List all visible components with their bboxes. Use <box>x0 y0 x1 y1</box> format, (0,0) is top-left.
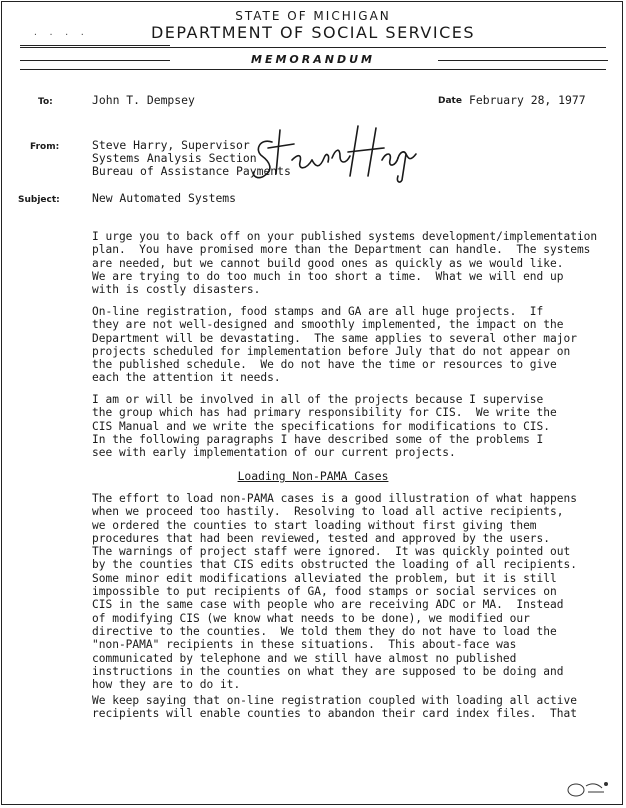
from-line: Steve Harry, Supervisor <box>92 138 250 152</box>
to-value: John T. Dempsey <box>92 93 195 107</box>
rule-right-mid <box>438 60 608 61</box>
letterhead-department: DEPARTMENT OF SOCIAL SERVICES <box>150 23 476 42</box>
date-label: Date <box>438 96 462 106</box>
subject-value: New Automated Systems <box>92 191 237 205</box>
subject-label: Subject: <box>18 195 60 205</box>
body-paragraph-1: I urge you to back off on your published systems development/implementation plan. You have promised more than the Department can handle. The systems are needed, but we cannot build good ones as quickly as we would like. We are trying to do too much in too short a time. What we will end up with is costly disasters. <box>92 230 598 297</box>
from-label: From: <box>30 142 60 152</box>
handwritten-signature <box>250 118 420 184</box>
body-paragraph-5: We keep saying that on-line registration coupled with loading all active recipients will enable counties to abandon their card index files. That <box>92 694 577 721</box>
rule-left-top <box>20 45 170 46</box>
body-paragraph-3: I am or will be involved in all of the projects because I supervise the group which has had primary responsibility for CIS. We write the CIS Manual and we write the specifications for modifications to CIS. In the following paragraphs I have described some of the problems I see with early implementation of our current projects. <box>92 393 557 460</box>
from-line: Bureau of Assistance Payments <box>92 164 291 178</box>
rule-left-mid <box>20 60 170 61</box>
body-paragraph-2: On-line registration, food stamps and GA are all huge projects. If they are not well-designed and smoothly implemented, the impact on the Department will be devastating. The same applies to several other major projects scheduled for implementation before July that do not appear on the published schedule. We do not have the time or resources to give each the attention it needs. <box>92 305 577 385</box>
letterhead-dots: · · · · <box>33 30 88 39</box>
date-value: February 28, 1977 <box>469 93 586 107</box>
archive-stamp-icon <box>562 776 610 800</box>
from-line: Systems Analysis Section <box>92 151 257 165</box>
to-label: To: <box>38 97 53 107</box>
body-paragraph-4: The effort to load non-PAMA cases is a good illustration of what happens when we proceed too hastily. Resolving to load all active recipients, we ordered the counties to start loading without first giving them procedures that had been reviewed, tested and approved by the users. The warnings of project staff were ignored. It was quickly pointed out by the counties that CIS edits obstructed the loading of all recipients. Some minor edit modifications alleviated the problem, but it is still impossible to put recipients of GA, food stamps or social services on CIS in the same case with people who are receiving ADC or MA. Instead of modifying CIS (we know what needs to be done), we modified our directive to the counties. We told them they do not have to load the "non-PAMA" recipients in these situations. This about-face was communicated by telephone and we still have almost no published instructions in the counties on what they are supposed to be doing and how they are to do it. <box>92 492 577 692</box>
memo-label: MEMORANDUM <box>251 53 375 66</box>
rule-full-top <box>20 47 606 48</box>
rule-full-bottom <box>20 69 606 70</box>
letterhead-state: STATE OF MICHIGAN <box>235 9 391 23</box>
section-heading: Loading Non-PAMA Cases <box>237 469 389 483</box>
